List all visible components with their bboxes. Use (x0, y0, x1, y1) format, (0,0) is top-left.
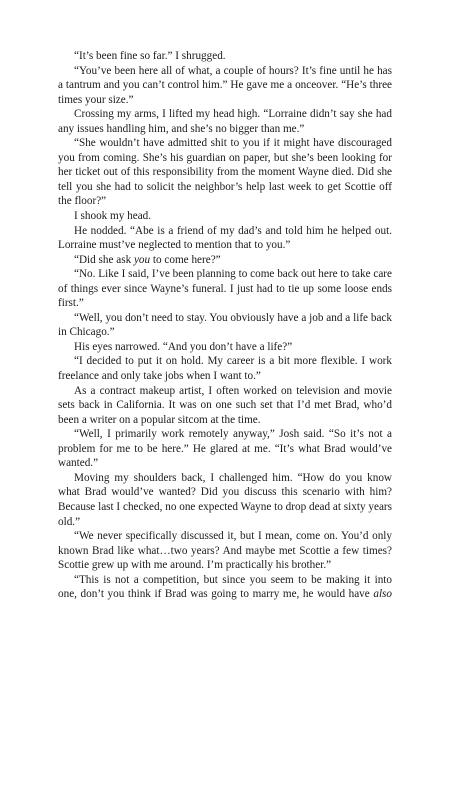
text-run: “She wouldn’t have admitted shit to you if it might have discouraged you from coming. She’s his guardian on paper, but she’s been looking for her ticket out of this responsibility from the moment Wayne died. Did she tell you she had to solicit the neighbor’s help last week to get Scottie off the floor?” (58, 137, 392, 208)
text-run: “You’ve been here all of what, a couple of hours? It’s fine until he has a tantrum and you can’t control him.” He gave me a onceover. “He’s three times your size.” (58, 64, 392, 106)
text-run: “Well, I primarily work remotely anyway,” Josh said. “So it’s not a problem for me to be here.” He glared at me. “It’s what Brad would’ve wanted.” (58, 428, 392, 470)
paragraph (58, 340, 392, 355)
text-run: “We never specifically discussed it, but I mean, come on. You’d only known Brad like what…two years? And maybe met Scottie a few times? Scottie grew up with me around. I’m practically his brother.” (58, 530, 392, 572)
paragraph (58, 311, 392, 340)
text-run: His eyes narrowed. “And you don’t have a life?” (74, 340, 293, 353)
paragraph (58, 573, 392, 602)
text-run: Crossing my arms, I lifted my head high. “Lorraine didn’t say she had any issues handling him, and she’s no bigger than me.” (58, 108, 392, 135)
emphasized-text: also (373, 588, 392, 601)
paragraph (58, 64, 392, 108)
text-run: “This is not a competition, but since you seem to be making it into one, don’t you think if Brad was going to marry me, he would have (58, 573, 392, 601)
text-run: Moving my shoulders back, I challenged him. “How do you know what Brad would’ve wanted? Did you discuss this scenario with him? Because last I checked, no one expected Wayne to drop dead at sixty years old.” (58, 471, 392, 528)
paragraph (58, 49, 392, 64)
emphasized-text: you (133, 253, 151, 266)
text-run: to come here?” (150, 253, 221, 266)
paragraph (58, 267, 392, 311)
paragraph (58, 354, 392, 383)
paragraph (58, 529, 392, 573)
paragraph (58, 136, 392, 209)
paragraph (58, 209, 392, 224)
text-run: “Did she ask (74, 253, 134, 266)
paragraph (58, 384, 392, 428)
paragraph (58, 253, 392, 268)
paragraph (58, 107, 392, 136)
paragraph (58, 471, 392, 529)
paragraph (58, 224, 392, 253)
page-body-text (58, 49, 392, 602)
text-run: He nodded. “Abe is a friend of my dad’s and told him he helped out. Lorraine must’ve neglected to mention that to you.” (58, 224, 392, 252)
text-run: “Well, you don’t need to stay. You obviously have a job and a life back in Chicago.” (58, 311, 392, 339)
text-run: “It’s been fine so far.” I shrugged. (74, 50, 226, 62)
text-run: “No. Like I said, I’ve been planning to come back out here to take care of things ever since Wayne’s funeral. I just had to tie up some loose ends first.” (58, 268, 392, 310)
text-run: As a contract makeup artist, I often worked on television and movie sets back in California. It was on one such set that I’d met Brad, who’d been a writer on a popular sitcom at the time. (58, 384, 392, 426)
paragraph (58, 427, 392, 471)
text-run: I shook my head. (74, 210, 152, 223)
text-run: “I decided to put it on hold. My career is a bit more flexible. I work freelance and only take jobs when I want to.” (58, 355, 392, 383)
